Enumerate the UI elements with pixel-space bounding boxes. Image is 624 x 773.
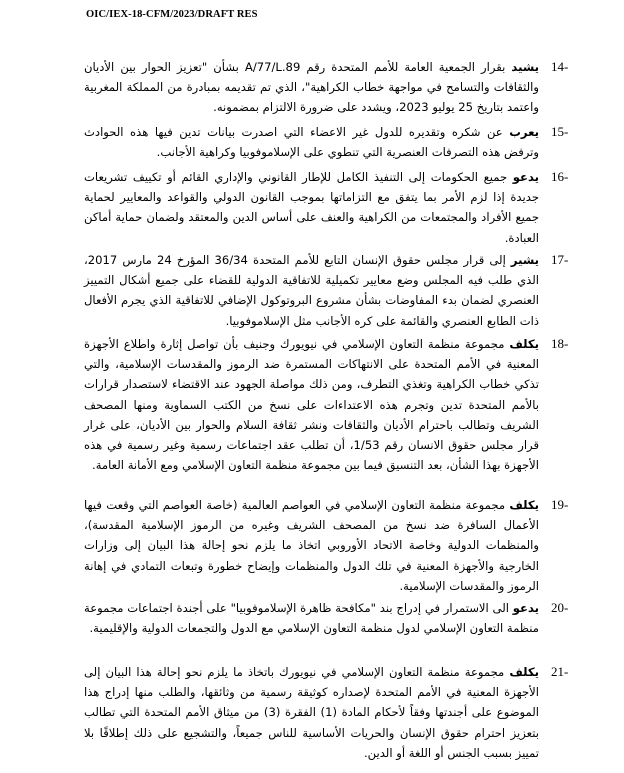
clause-verb: يكلف (509, 337, 539, 351)
clause-verb: يدعو (512, 170, 539, 184)
clause-text (84, 57, 539, 118)
clause-text (84, 495, 539, 596)
clause-text (84, 167, 539, 248)
clause-text (84, 334, 539, 475)
clause-body: عن شكره وتقديره للدول غير الاعضاء التي اصدرت بيانات تدين فيها هذه الحوادث وترفض هذه التصرفات العنصرية التي تنطوي على الإسلاموفوبيا وكراهية الأجانب. (84, 125, 539, 160)
clause-verb: يكلف (509, 498, 539, 512)
clause-verb: يدعو (512, 601, 539, 615)
clause-number: 20- (551, 600, 569, 615)
clause-number: 18- (551, 336, 569, 351)
clause-number: 16- (551, 169, 569, 184)
clause-number: 14- (551, 59, 569, 74)
clause-body: جميع الحكومات إلى التنفيذ الكامل للإطار القانوني والإداري القائم أو تكييف تشريعات جديدة إذا لزم الأمر بما يتفق مع التزاماتها بموجب القانون الدولي والقواعد والمعايير لحماية جميع الأفراد والمجتمعات من الكراهية والعنف على أساس الدين والمعتقد ولضمان حماية أماكن العبادة. (84, 170, 539, 245)
document-reference: OIC/IEX-18-CFM/2023/DRAFT RES (86, 9, 258, 20)
clause-text (84, 598, 539, 638)
clause-number: 19- (551, 497, 569, 512)
clause-verb: يشير (510, 253, 539, 267)
clause-body: مجموعة منظمة التعاون الإسلامي في نيويورك وجنيف بأن تواصل إثارة واطلاع الأجهزة المعنية في الأمم المتحدة على الانتهاكات المستمرة ضد الرموز والمقدسات الإسلامية، والتي تذكي خطاب الكراهية وتغذي التطرف، ومن ذلك مواصلة الجهود عند الاقتضاء لاستصدار قرارات بالأمم المتحدة تدين وتجرم هذه الاعتداءات على نسخ من الكتب السماوية ومنها المصحف الشريف وتطالب باحترام الأديان والثقافات ونشر ثقافة السلام والحوار بين الأديان، على غرار قرار مجلس حقوق الانسان رقم 1/53، أن تطلب عقد اجتماعات رسمية وغير رسمية في هذه الأجهزة بهذا الشأن، بعد التنسيق فيما بين مجموعة منظمة التعاون الإسلامي ومع الأمانة العامة. (84, 337, 539, 473)
clause-verb: يعرب (509, 125, 539, 139)
clause-body: إلى قرار مجلس حقوق الإنسان التابع للأمم المتحدة 36/34 المؤرخ 24 مارس 2017، الذي طلب فيه المجلس وضع معايير تكميلية للاتفاقية الدولية للقضاء على جميع أشكال التمييز العنصري لضمان بدء المفاوضات بشأن مشروع البروتوكول الإضافي للاتفاقية الذي يجرم الأفعال ذات الطابع العنصري والقائمة على كره الأجانب مثل الإسلاموفوبيا. (84, 253, 539, 328)
clause-number: 15- (551, 124, 569, 139)
clause-body: مجموعة منظمة التعاون الإسلامي في العواصم العالمية (خاصة العواصم التي وقعت فيها الأعمال السافرة ضد نسخ من المصحف الشريف وغيره من الرموز الإسلامية المقدسة)، والمنظمات الدولية وخاصة الاتحاد الأوروبي اتخاذ ما يلزم نحو إحالة هذا البيان إلى وزارات الخارجية والأجهزة المعنية في تلك الدول والمنظمات وإيضاح خطورة وتبعات التمادي في إهانة الرموز والمقدسات الإسلامية. (84, 498, 539, 593)
clause-verb: يشيد (511, 60, 539, 74)
clause-number: 17- (551, 252, 569, 267)
clause-body: بقرار الجمعية العامة للأمم المتحدة رقم A/77/L.89 بشأن "تعزيز الحوار بين الأديان والثقافات والتسامح في مواجهة خطاب الكراهية"، الذي تم تقديمه بمبادرة من المملكة المغربية واعتمد بتاريخ 25 يوليو 2023، ويشدد على ضرورة الالتزام بمضمونه. (84, 60, 539, 115)
clause-verb: يكلف (509, 665, 539, 679)
clause-text (84, 662, 539, 763)
clause-body: مجموعة منظمة التعاون الإسلامي في نيويورك باتخاذ ما يلزم نحو إحالة هذا البيان إلى الأجهزة المعنية في الأمم المتحدة لإصداره كوثيقة رسمية من وثائقها، والطلب منها إدراج هذا الموضوع على أجندتها وفقاً لأحكام المادة (1) الفقرة (3) من ميثاق الأمم المتحدة التي تطالب بتعزيز احترام حقوق الإنسان والحريات الأساسية للناس جميعاً، والتشجيع على ذلك إطلاقًا بلا تمييز بسبب الجنس أو اللغة أو الدين. (84, 665, 540, 760)
clause-body: الى الاستمرار في إدراج بند "مكافحة ظاهرة الإسلاموفوبيا" على أجندة اجتماعات مجموعة منظمة التعاون الإسلامي لدول منظمة التعاون الإسلامي مع الدول والتجمعات الدولية والإقليمية. (84, 601, 539, 636)
clause-text (84, 122, 539, 162)
clause-number: 21- (551, 664, 569, 679)
clause-text (84, 250, 539, 331)
